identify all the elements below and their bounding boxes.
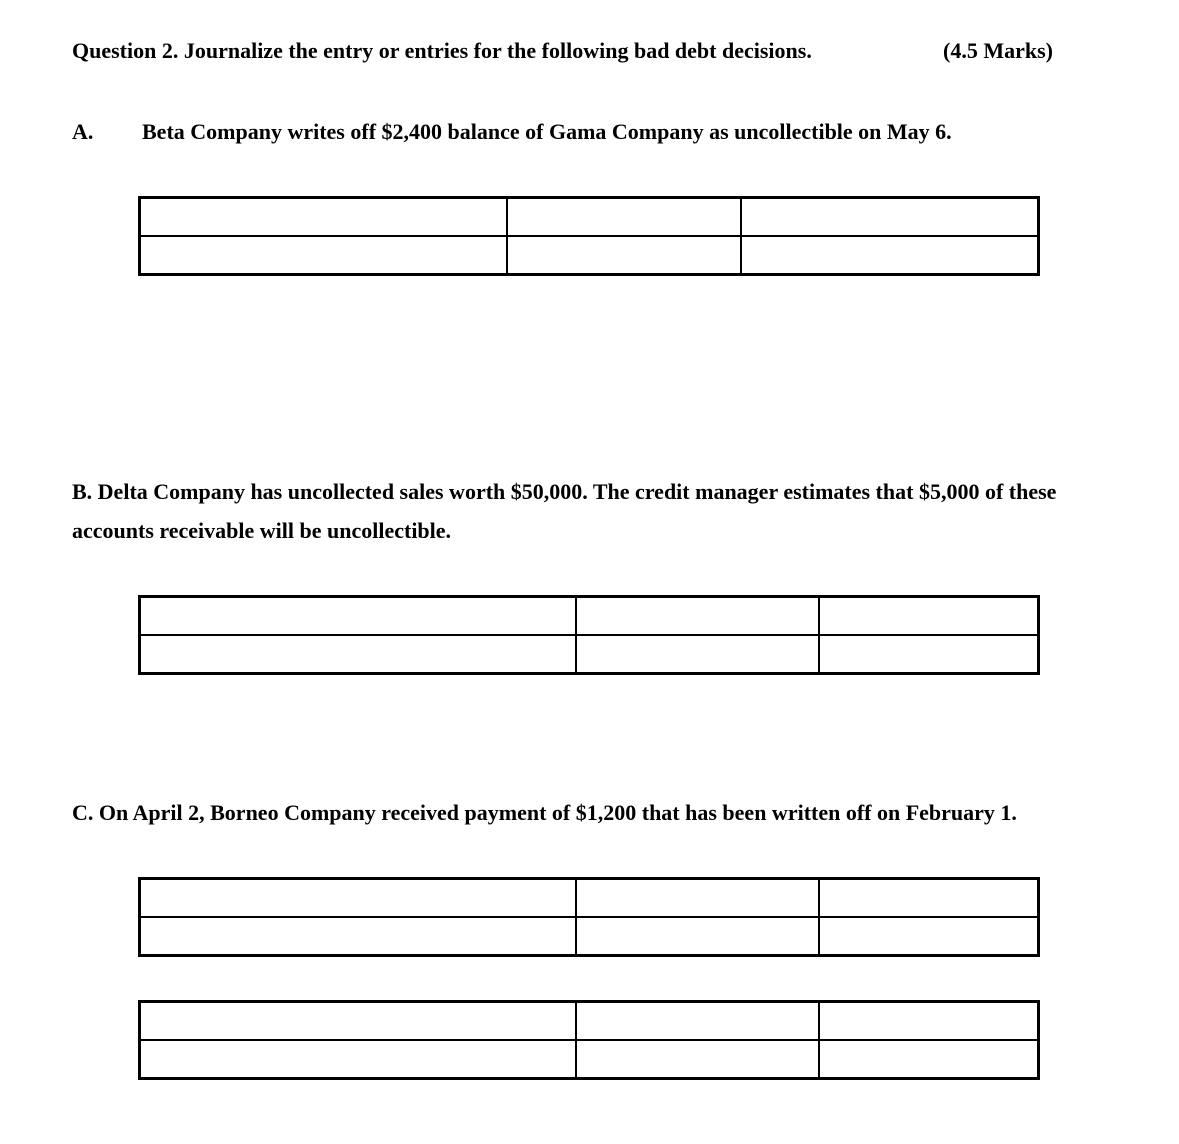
table-row — [140, 1002, 1039, 1041]
journal-table-b — [138, 595, 1040, 675]
debit-cell[interactable] — [576, 635, 819, 674]
account-cell[interactable] — [140, 1002, 576, 1041]
table-row — [140, 236, 1039, 275]
account-cell[interactable] — [140, 1040, 576, 1079]
credit-cell[interactable] — [819, 917, 1039, 956]
credit-cell[interactable] — [819, 597, 1039, 636]
debit-cell[interactable] — [576, 1040, 819, 1079]
credit-cell[interactable] — [819, 1002, 1039, 1041]
table-row — [140, 635, 1039, 674]
credit-cell[interactable] — [819, 1040, 1039, 1079]
credit-cell[interactable] — [819, 635, 1039, 674]
account-cell[interactable] — [140, 879, 576, 918]
question-title: Question 2. Journalize the entry or entries for the following bad debt decisions. — [72, 38, 812, 63]
credit-cell[interactable] — [741, 236, 1039, 275]
account-cell[interactable] — [140, 236, 507, 275]
marks-label: (4.5 Marks) — [943, 38, 1053, 63]
account-cell[interactable] — [140, 198, 507, 237]
debit-cell[interactable] — [576, 597, 819, 636]
account-cell[interactable] — [140, 635, 576, 674]
credit-cell[interactable] — [741, 198, 1039, 237]
debit-cell[interactable] — [576, 879, 819, 918]
table-row — [140, 917, 1039, 956]
part-a-text: Beta Company writes off $2,400 balance of Gama Company as uncollectible on May 6. — [142, 119, 952, 144]
journal-table-c2 — [138, 1000, 1040, 1080]
account-cell[interactable] — [140, 917, 576, 956]
part-a-label: A. — [72, 119, 94, 144]
part-c-text: C. On April 2, Borneo Company received payment of $1,200 that has been written off on February 1. — [72, 800, 1017, 825]
debit-cell[interactable] — [507, 236, 741, 275]
table-row — [140, 198, 1039, 237]
credit-cell[interactable] — [819, 879, 1039, 918]
journal-table-a — [138, 196, 1040, 276]
table-row — [140, 879, 1039, 918]
account-cell[interactable] — [140, 597, 576, 636]
debit-cell[interactable] — [576, 917, 819, 956]
journal-table-c1 — [138, 877, 1040, 957]
debit-cell[interactable] — [576, 1002, 819, 1041]
table-row — [140, 597, 1039, 636]
debit-cell[interactable] — [507, 198, 741, 237]
table-row — [140, 1040, 1039, 1079]
part-b-text: B. Delta Company has uncollected sales worth $50,000. The credit manager estimates that $5,000 of these accounts receivable will be uncollectible. — [72, 479, 1057, 543]
